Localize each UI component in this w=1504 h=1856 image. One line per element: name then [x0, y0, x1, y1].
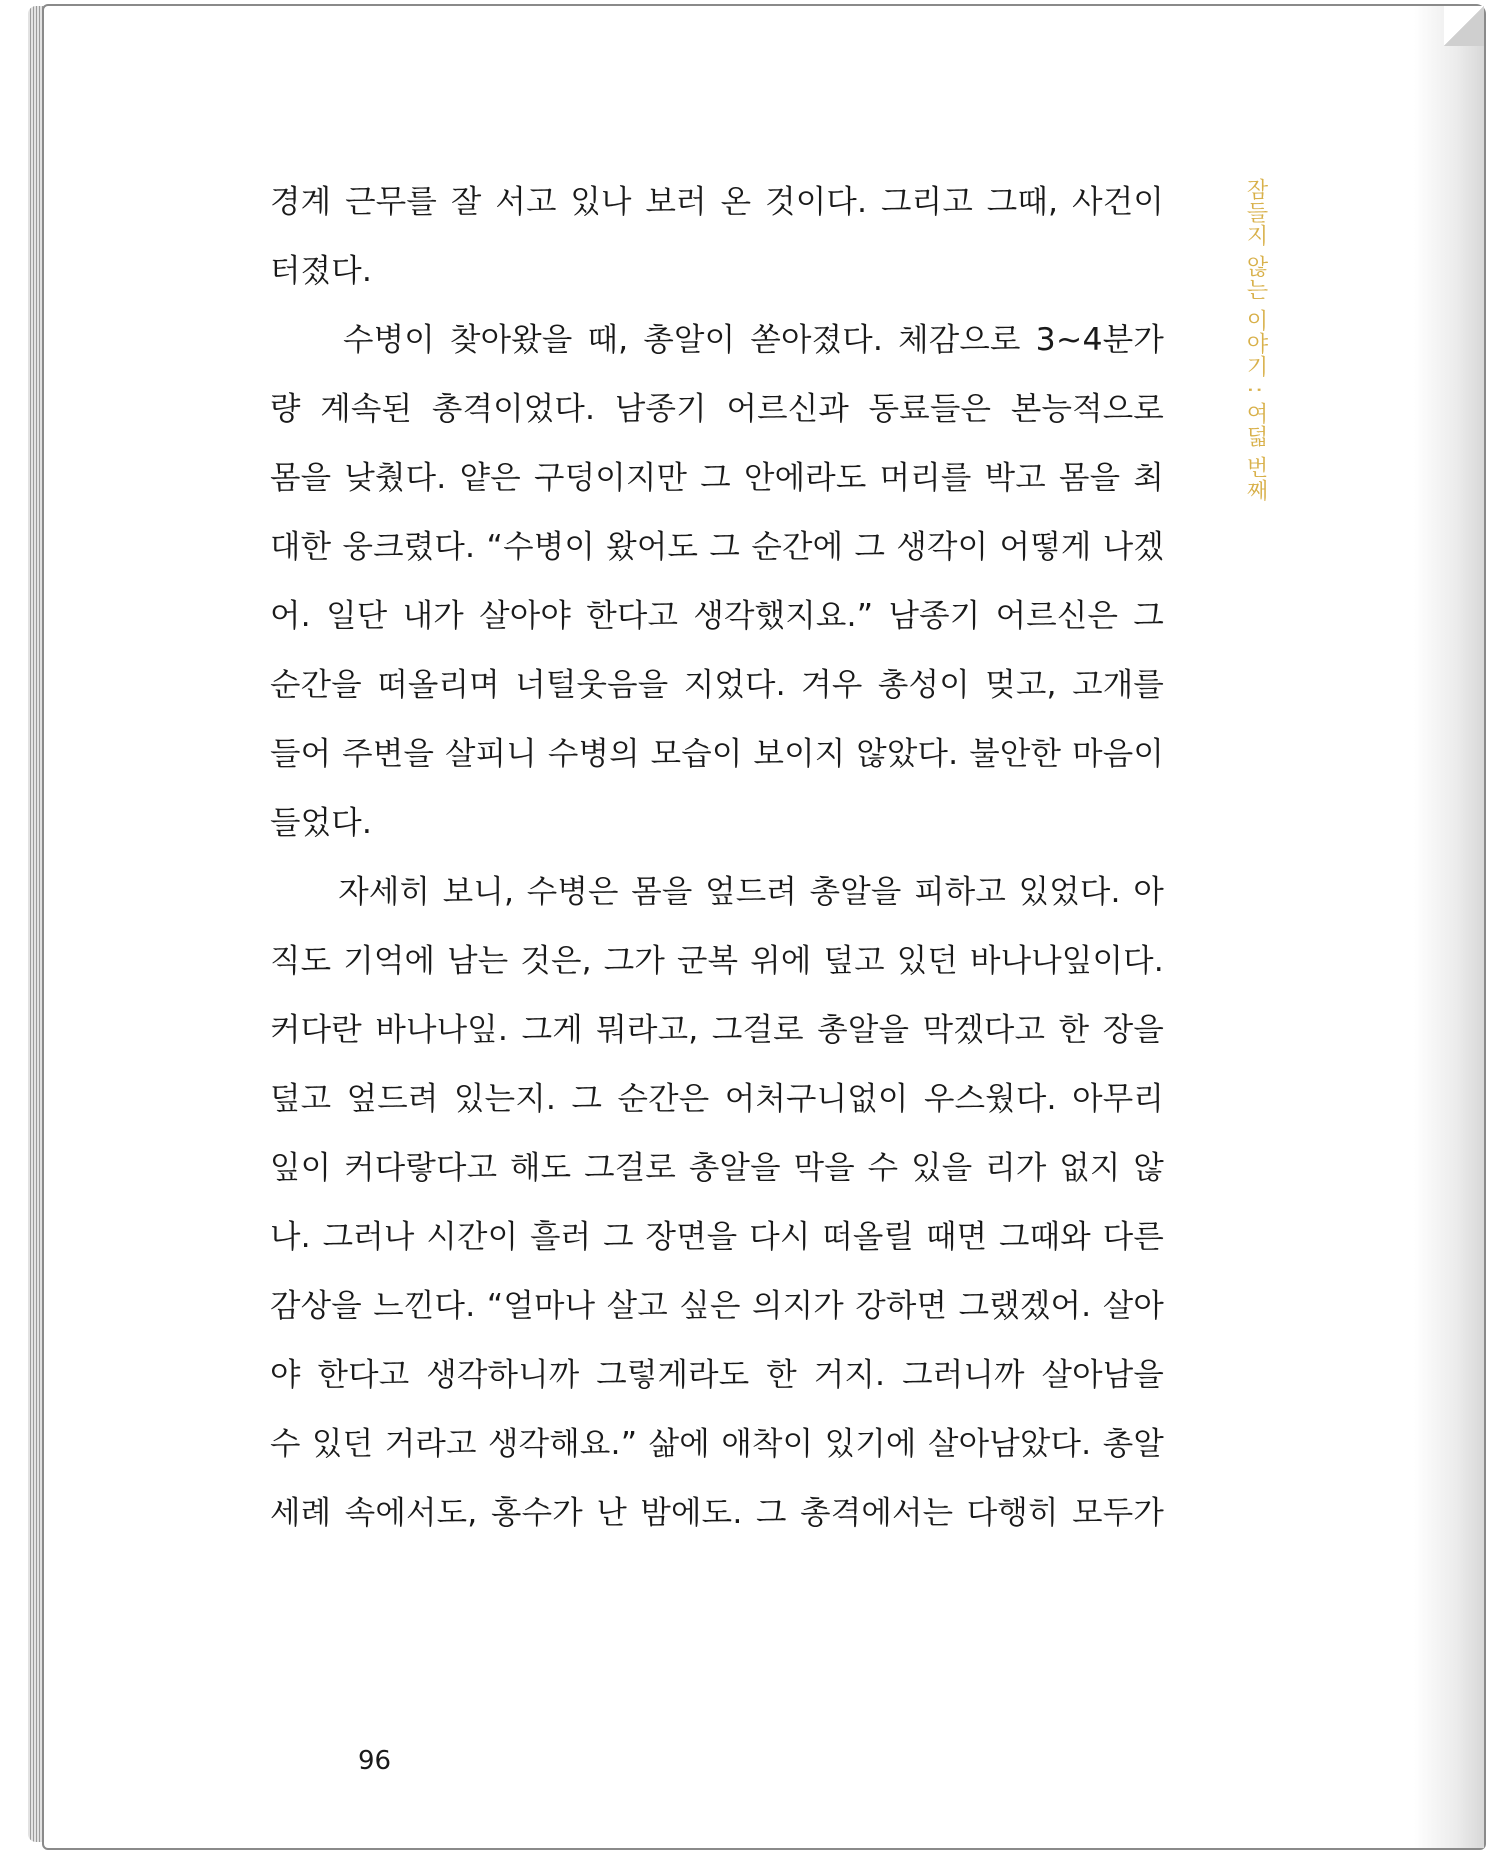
text-line: 몸을 낮췄다. 얕은 구덩이지만 그 안에라도 머리를 박고 몸을 최: [270, 460, 1164, 496]
text-line: 수 있던 거라고 생각해요.” 삶에 애착이 있기에 살아남았다. 총알: [270, 1426, 1164, 1462]
text-line: 덮고 엎드려 있는지. 그 순간은 어처구니없이 우스웠다. 아무리: [270, 1081, 1164, 1117]
page-number: 96: [358, 1746, 392, 1776]
text-line: 량 계속된 총격이었다. 남종기 어르신과 동료들은 본능적으로: [270, 391, 1164, 427]
text-line: 자세히 보니, 수병은 몸을 엎드려 총알을 피하고 있었다. 아: [270, 874, 1164, 910]
text-line: 감상을 느낀다. “얼마나 살고 싶은 의지가 강하면 그랬겠어. 살아: [270, 1288, 1164, 1324]
page-corner: [1444, 6, 1484, 46]
text-line: 직도 기억에 남는 것은, 그가 군복 위에 덮고 있던 바나나잎이다.: [270, 943, 1164, 979]
text-line: 세례 속에서도, 홍수가 난 밤에도. 그 총격에서는 다행히 모두가: [270, 1495, 1164, 1531]
text-line: 대한 웅크렸다. “수병이 왔어도 그 순간에 그 생각이 어떻게 나겠: [270, 529, 1164, 565]
text-line: 수병이 찾아왔을 때, 총알이 쏟아졌다. 체감으로 3~4분가: [270, 322, 1164, 358]
text-line: 들어 주변을 살피니 수병의 모습이 보이지 않았다. 불안한 마음이: [270, 736, 1164, 772]
body-text: [270, 168, 1164, 1548]
text-line: 잎이 커다랗다고 해도 그걸로 총알을 막을 수 있을 리가 없지 않: [270, 1150, 1164, 1186]
text-line: 나. 그러나 시간이 흘러 그 장면을 다시 떠올릴 때면 그때와 다른: [270, 1219, 1164, 1255]
page-gutter-shadow: [1414, 6, 1484, 1848]
running-title: 잠들지 않는 이야기 : 여덟 번째: [1243, 178, 1268, 503]
text-line: 커다란 바나나잎. 그게 뭐라고, 그걸로 총알을 막겠다고 한 장을: [270, 1012, 1164, 1048]
text-line: 순간을 떠올리며 너털웃음을 지었다. 겨우 총성이 멎고, 고개를: [270, 667, 1164, 703]
text-line: 들었다.: [270, 805, 373, 841]
text-line: 경계 근무를 잘 서고 있나 보러 온 것이다. 그리고 그때, 사건이: [270, 184, 1164, 220]
text-line: 야 한다고 생각하니까 그렇게라도 한 거지. 그러니까 살아남을: [270, 1357, 1164, 1393]
text-line: 터졌다.: [270, 253, 373, 289]
text-line: 어. 일단 내가 살아야 한다고 생각했지요.” 남종기 어르신은 그: [270, 598, 1164, 634]
